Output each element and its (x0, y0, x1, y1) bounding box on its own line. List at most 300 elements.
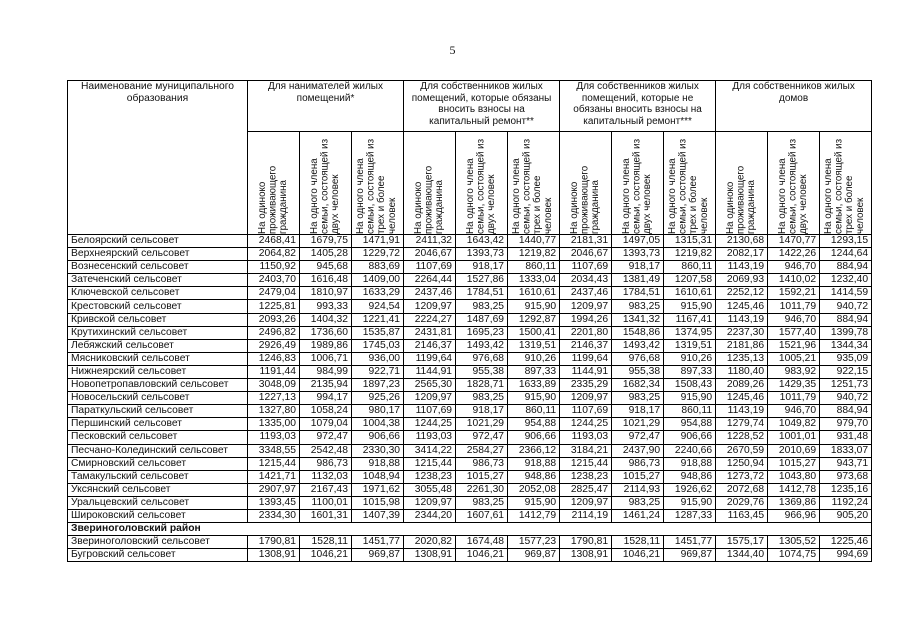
value-cell: 860,11 (664, 261, 716, 274)
value-cell: 915,90 (664, 300, 716, 313)
table-row (68, 326, 872, 339)
value-cell: 3348,55 (248, 444, 300, 457)
sub-header-cell (352, 132, 404, 235)
sub-header-cell (456, 132, 508, 235)
value-cell: 1107,69 (404, 261, 456, 274)
value-cell: 1058,24 (300, 405, 352, 418)
value-cell: 918,88 (508, 457, 560, 470)
value-cell: 972,47 (300, 431, 352, 444)
value-cell: 1407,39 (352, 509, 404, 522)
municipality-name: Тамакульский сельсовет (68, 470, 248, 483)
value-cell: 2565,30 (404, 379, 456, 392)
value-cell: 1535,87 (352, 326, 404, 339)
sub-header-cell (560, 132, 612, 235)
value-cell: 860,11 (508, 405, 560, 418)
value-cell: 969,87 (352, 549, 404, 562)
value-cell: 1440,77 (508, 235, 560, 248)
value-cell: 1244,64 (820, 248, 872, 261)
value-cell: 2403,70 (248, 274, 300, 287)
value-cell: 910,26 (664, 352, 716, 365)
municipality-name: Крестовский сельсовет (68, 300, 248, 313)
value-cell: 2496,82 (248, 326, 300, 339)
value-cell: 1528,11 (300, 536, 352, 549)
value-cell: 1833,07 (820, 444, 872, 457)
value-cell: 1344,34 (820, 339, 872, 352)
sub-header-cell (612, 132, 664, 235)
value-cell: 1244,25 (404, 418, 456, 431)
value-cell: 2181,31 (560, 235, 612, 248)
value-cell: 1393,73 (456, 248, 508, 261)
table-row (68, 536, 872, 549)
table-row (68, 405, 872, 418)
value-cell: 2072,68 (716, 483, 768, 496)
value-cell: 1592,21 (768, 287, 820, 300)
sub-header-label: На одиноко проживающего гражданина (724, 165, 757, 234)
value-cell: 1048,94 (352, 470, 404, 483)
value-cell: 1143,19 (716, 313, 768, 326)
value-cell: 983,25 (456, 300, 508, 313)
value-cell: 1528,11 (612, 536, 664, 549)
value-cell: 1575,17 (716, 536, 768, 549)
value-cell: 2130,68 (716, 235, 768, 248)
value-cell: 972,47 (456, 431, 508, 444)
value-cell: 2034,43 (560, 274, 612, 287)
value-cell: 1199,64 (560, 352, 612, 365)
value-cell: 2146,37 (560, 339, 612, 352)
value-cell: 2240,66 (664, 444, 716, 457)
value-cell: 1011,79 (768, 392, 820, 405)
value-cell: 2344,20 (404, 509, 456, 522)
value-cell: 1429,35 (768, 379, 820, 392)
municipality-name: Смирновский сельсовет (68, 457, 248, 470)
value-cell: 915,90 (508, 300, 560, 313)
value-cell: 1107,69 (404, 405, 456, 418)
value-cell: 1335,00 (248, 418, 300, 431)
value-cell: 897,33 (508, 365, 560, 378)
value-cell: 948,86 (508, 470, 560, 483)
value-cell: 1150,92 (248, 261, 300, 274)
value-cell: 1215,44 (560, 457, 612, 470)
value-cell: 1422,26 (768, 248, 820, 261)
value-cell: 973,68 (820, 470, 872, 483)
value-cell: 1221,41 (352, 313, 404, 326)
municipality-name: Кривской сельсовет (68, 313, 248, 326)
value-cell: 1209,97 (404, 496, 456, 509)
table-row (68, 261, 872, 274)
value-cell: 1790,81 (560, 536, 612, 549)
table-row (68, 444, 872, 457)
sub-header-label: На одного члена семьи, состоящей из двух человек (308, 138, 341, 234)
value-cell: 1207,58 (664, 274, 716, 287)
value-cell: 1971,62 (352, 483, 404, 496)
table-row (68, 287, 872, 300)
value-cell: 1193,03 (248, 431, 300, 444)
value-cell: 1250,94 (716, 457, 768, 470)
value-cell: 1191,44 (248, 365, 300, 378)
value-cell: 1004,38 (352, 418, 404, 431)
value-cell: 1451,77 (352, 536, 404, 549)
value-cell: 966,96 (768, 509, 820, 522)
value-cell: 2146,37 (404, 339, 456, 352)
value-cell: 1215,44 (404, 457, 456, 470)
value-cell: 915,90 (508, 392, 560, 405)
value-cell: 1074,75 (768, 549, 820, 562)
value-cell: 905,20 (820, 509, 872, 522)
value-cell: 860,11 (664, 405, 716, 418)
value-cell: 1209,97 (560, 496, 612, 509)
sub-header-label: На одного члена семьи, состоящей из трех и более человек (355, 138, 399, 234)
municipality-name: Песковский сельсовет (68, 431, 248, 444)
value-cell: 1215,44 (248, 457, 300, 470)
municipality-name: Уральцевский сельсовет (68, 496, 248, 509)
value-cell: 918,88 (664, 457, 716, 470)
value-cell: 1245,46 (716, 392, 768, 405)
sub-header-cell (300, 132, 352, 235)
value-cell: 1046,21 (300, 549, 352, 562)
value-cell: 1001,01 (768, 431, 820, 444)
value-cell: 1736,60 (300, 326, 352, 339)
value-cell: 1273,72 (716, 470, 768, 483)
value-cell: 1319,51 (664, 339, 716, 352)
value-cell: 1926,62 (664, 483, 716, 496)
value-cell: 2542,48 (300, 444, 352, 457)
value-cell: 2437,46 (404, 287, 456, 300)
value-cell: 946,70 (768, 313, 820, 326)
table-row (68, 509, 872, 522)
value-cell: 1461,24 (612, 509, 664, 522)
value-cell: 906,66 (508, 431, 560, 444)
value-cell: 2114,93 (612, 483, 664, 496)
value-cell: 1143,19 (716, 261, 768, 274)
value-cell: 884,94 (820, 261, 872, 274)
value-cell: 2584,27 (456, 444, 508, 457)
value-cell: 948,86 (664, 470, 716, 483)
table-row (68, 418, 872, 431)
value-cell: 983,25 (456, 392, 508, 405)
value-cell: 980,17 (352, 405, 404, 418)
value-cell: 2330,30 (352, 444, 404, 457)
value-cell: 1144,91 (560, 365, 612, 378)
value-cell: 979,70 (820, 418, 872, 431)
value-cell: 1227,13 (248, 392, 300, 405)
sub-header-cell (404, 132, 456, 235)
value-cell: 3048,09 (248, 379, 300, 392)
municipality-name: Бугровский сельсовет (68, 549, 248, 562)
municipality-name: Крутихинский сельсовет (68, 326, 248, 339)
value-cell: 1046,21 (612, 549, 664, 562)
municipality-name: Лебяжский сельсовет (68, 339, 248, 352)
value-cell: 1577,23 (508, 536, 560, 549)
value-cell: 1015,27 (456, 470, 508, 483)
value-cell: 931,48 (820, 431, 872, 444)
value-cell: 986,73 (612, 457, 664, 470)
sub-header-label: На одного члена семьи, состоящей из трех и более человек (667, 138, 711, 234)
value-cell: 983,92 (768, 365, 820, 378)
value-cell: 1521,96 (768, 339, 820, 352)
value-cell: 1527,86 (456, 274, 508, 287)
value-cell: 2010,69 (768, 444, 820, 457)
value-cell: 1005,21 (768, 352, 820, 365)
value-cell: 1616,48 (300, 274, 352, 287)
value-cell: 1601,31 (300, 509, 352, 522)
value-cell: 860,11 (508, 261, 560, 274)
value-cell: 2046,67 (404, 248, 456, 261)
value-cell: 1293,15 (820, 235, 872, 248)
value-cell: 1897,23 (352, 379, 404, 392)
value-cell: 1238,23 (560, 470, 612, 483)
value-cell: 1232,40 (820, 274, 872, 287)
group-header-house-owners: Для собственников жилых домов (716, 81, 872, 132)
value-cell: 2029,76 (716, 496, 768, 509)
table-row (68, 483, 872, 496)
value-cell: 955,38 (456, 365, 508, 378)
value-cell: 1192,24 (820, 496, 872, 509)
sub-header-cell (508, 132, 560, 235)
value-cell: 1107,69 (560, 405, 612, 418)
value-cell: 2082,17 (716, 248, 768, 261)
table-row (68, 549, 872, 562)
value-cell: 1633,89 (508, 379, 560, 392)
municipality-name: Ключевской сельсовет (68, 287, 248, 300)
district-row (68, 523, 872, 536)
value-cell: 1021,29 (456, 418, 508, 431)
value-cell: 2334,30 (248, 509, 300, 522)
value-cell: 954,88 (508, 418, 560, 431)
value-cell: 972,47 (612, 431, 664, 444)
value-cell: 1319,51 (508, 339, 560, 352)
value-cell: 1315,31 (664, 235, 716, 248)
table-row (68, 392, 872, 405)
value-cell: 2825,47 (560, 483, 612, 496)
value-cell: 940,72 (820, 392, 872, 405)
value-cell: 1810,97 (300, 287, 352, 300)
value-cell: 1225,46 (820, 536, 872, 549)
value-cell: 1015,27 (768, 457, 820, 470)
value-cell: 906,66 (352, 431, 404, 444)
value-cell: 1163,45 (716, 509, 768, 522)
value-cell: 935,09 (820, 352, 872, 365)
sub-header-cell (768, 132, 820, 235)
page-number: 5 (449, 43, 456, 57)
value-cell: 946,70 (768, 261, 820, 274)
value-cell: 1374,95 (664, 326, 716, 339)
value-cell: 984,99 (300, 365, 352, 378)
value-cell: 1405,28 (300, 248, 352, 261)
table-row (68, 339, 872, 352)
value-cell: 1493,42 (612, 339, 664, 352)
value-cell: 2907,97 (248, 483, 300, 496)
sub-header-label: На одиноко проживающего гражданина (568, 165, 601, 234)
value-cell: 1414,59 (820, 287, 872, 300)
value-cell: 983,25 (612, 300, 664, 313)
value-cell: 1412,78 (768, 483, 820, 496)
value-cell: 1643,42 (456, 235, 508, 248)
table-row (68, 274, 872, 287)
value-cell: 983,25 (612, 392, 664, 405)
municipality-name: Новопетропавловский сельсовет (68, 379, 248, 392)
value-cell: 940,72 (820, 300, 872, 313)
table-row (68, 313, 872, 326)
value-cell: 1308,91 (560, 549, 612, 562)
group-header-tenants: Для нанимателей жилых помещений* (248, 81, 404, 132)
value-cell: 918,17 (612, 261, 664, 274)
value-cell: 1451,77 (664, 536, 716, 549)
municipality-name: Широковский сельсовет (68, 509, 248, 522)
municipality-name: Вознесенский сельсовет (68, 261, 248, 274)
value-cell: 1132,03 (300, 470, 352, 483)
sub-header-cell (716, 132, 768, 235)
district-name: Звериноголовский район (68, 523, 872, 536)
municipality-name: Уксянский сельсовет (68, 483, 248, 496)
value-cell: 2335,29 (560, 379, 612, 392)
value-cell: 915,90 (508, 496, 560, 509)
value-cell: 1393,45 (248, 496, 300, 509)
value-cell: 1470,77 (768, 235, 820, 248)
value-cell: 1144,91 (404, 365, 456, 378)
value-cell: 1412,79 (508, 509, 560, 522)
municipality-name: Нижнеярский сельсовет (68, 365, 248, 378)
value-cell: 2069,93 (716, 274, 768, 287)
value-cell: 1209,97 (560, 392, 612, 405)
table-row (68, 235, 872, 248)
value-cell: 936,00 (352, 352, 404, 365)
value-cell: 922,71 (352, 365, 404, 378)
value-cell: 2926,49 (248, 339, 300, 352)
value-cell: 1228,52 (716, 431, 768, 444)
value-cell: 1471,91 (352, 235, 404, 248)
value-cell: 1828,71 (456, 379, 508, 392)
value-cell: 1610,61 (508, 287, 560, 300)
value-cell: 2670,59 (716, 444, 768, 457)
value-cell: 1308,91 (248, 549, 300, 562)
value-cell: 994,69 (820, 549, 872, 562)
value-cell: 2020,82 (404, 536, 456, 549)
value-cell: 1341,32 (612, 313, 664, 326)
value-cell: 1500,41 (508, 326, 560, 339)
value-cell: 1493,42 (456, 339, 508, 352)
value-cell: 1193,03 (560, 431, 612, 444)
sub-header-cell (820, 132, 872, 235)
value-cell: 1577,40 (768, 326, 820, 339)
value-cell: 2437,46 (560, 287, 612, 300)
value-cell: 1633,29 (352, 287, 404, 300)
value-cell: 925,26 (352, 392, 404, 405)
name-column-header: Наименование муниципального образования (68, 81, 248, 235)
value-cell: 918,17 (612, 405, 664, 418)
value-cell: 976,68 (456, 352, 508, 365)
value-cell: 2237,30 (716, 326, 768, 339)
value-cell: 1225,81 (248, 300, 300, 313)
value-cell: 1305,52 (768, 536, 820, 549)
value-cell: 1193,03 (404, 431, 456, 444)
value-cell: 945,68 (300, 261, 352, 274)
value-cell: 1287,33 (664, 509, 716, 522)
value-cell: 1421,71 (248, 470, 300, 483)
value-cell: 2089,26 (716, 379, 768, 392)
value-cell: 986,73 (456, 457, 508, 470)
value-cell: 1021,29 (612, 418, 664, 431)
value-cell: 2261,30 (456, 483, 508, 496)
value-cell: 946,70 (768, 405, 820, 418)
value-cell: 918,88 (352, 457, 404, 470)
value-cell: 1487,69 (456, 313, 508, 326)
value-cell: 2252,12 (716, 287, 768, 300)
value-cell: 1100,01 (300, 496, 352, 509)
value-cell: 3055,48 (404, 483, 456, 496)
value-cell: 1011,79 (768, 300, 820, 313)
value-cell: 1043,80 (768, 470, 820, 483)
value-cell: 884,94 (820, 313, 872, 326)
value-cell: 2411,32 (404, 235, 456, 248)
value-cell: 1209,97 (560, 300, 612, 313)
value-cell: 1548,86 (612, 326, 664, 339)
value-cell: 2468,41 (248, 235, 300, 248)
value-cell: 918,17 (456, 405, 508, 418)
value-cell: 976,68 (612, 352, 664, 365)
value-cell: 1784,51 (456, 287, 508, 300)
municipality-name: Песчано-Колединский сельсовет (68, 444, 248, 457)
value-cell: 1107,69 (560, 261, 612, 274)
value-cell: 2114,19 (560, 509, 612, 522)
sub-header-cell (248, 132, 300, 235)
municipality-name: Параткульский сельсовет (68, 405, 248, 418)
sub-header-label: На одного члена семьи, состоящей из двух человек (776, 138, 809, 234)
value-cell: 1344,40 (716, 549, 768, 562)
value-cell: 955,38 (612, 365, 664, 378)
tariff-table (67, 80, 872, 562)
value-cell: 915,90 (664, 392, 716, 405)
sub-header-label: На одного члена семьи, состоящей из трех и более человек (823, 138, 867, 234)
value-cell: 1508,43 (664, 379, 716, 392)
value-cell: 969,87 (664, 549, 716, 562)
value-cell: 2201,80 (560, 326, 612, 339)
value-cell: 2064,82 (248, 248, 300, 261)
table-body (68, 235, 872, 562)
value-cell: 3184,21 (560, 444, 612, 457)
value-cell: 954,88 (664, 418, 716, 431)
value-cell: 1049,82 (768, 418, 820, 431)
value-cell: 1246,83 (248, 352, 300, 365)
value-cell: 1046,21 (456, 549, 508, 562)
value-cell: 983,25 (456, 496, 508, 509)
value-cell: 915,90 (664, 496, 716, 509)
value-cell: 910,26 (508, 352, 560, 365)
value-cell: 1695,23 (456, 326, 508, 339)
value-cell: 1219,82 (664, 248, 716, 261)
value-cell: 1180,40 (716, 365, 768, 378)
value-cell: 1399,78 (820, 326, 872, 339)
value-cell: 906,66 (664, 431, 716, 444)
municipality-name: Мясниковский сельсовет (68, 352, 248, 365)
value-cell: 1235,16 (820, 483, 872, 496)
value-cell: 1682,34 (612, 379, 664, 392)
value-cell: 1219,82 (508, 248, 560, 261)
value-cell: 1199,64 (404, 352, 456, 365)
value-cell: 2437,90 (612, 444, 664, 457)
value-cell: 883,69 (352, 261, 404, 274)
value-cell: 1015,27 (612, 470, 664, 483)
value-cell: 1279,74 (716, 418, 768, 431)
value-cell: 1251,73 (820, 379, 872, 392)
value-cell: 922,15 (820, 365, 872, 378)
municipality-name: Верхнеярский сельсовет (68, 248, 248, 261)
table-row (68, 457, 872, 470)
municipality-name: Звериноголовский сельсовет (68, 536, 248, 549)
value-cell: 1745,03 (352, 339, 404, 352)
value-cell: 924,54 (352, 300, 404, 313)
sub-header-label: На одного члена семьи, состоящей из двух человек (620, 138, 653, 234)
value-cell: 1167,41 (664, 313, 716, 326)
